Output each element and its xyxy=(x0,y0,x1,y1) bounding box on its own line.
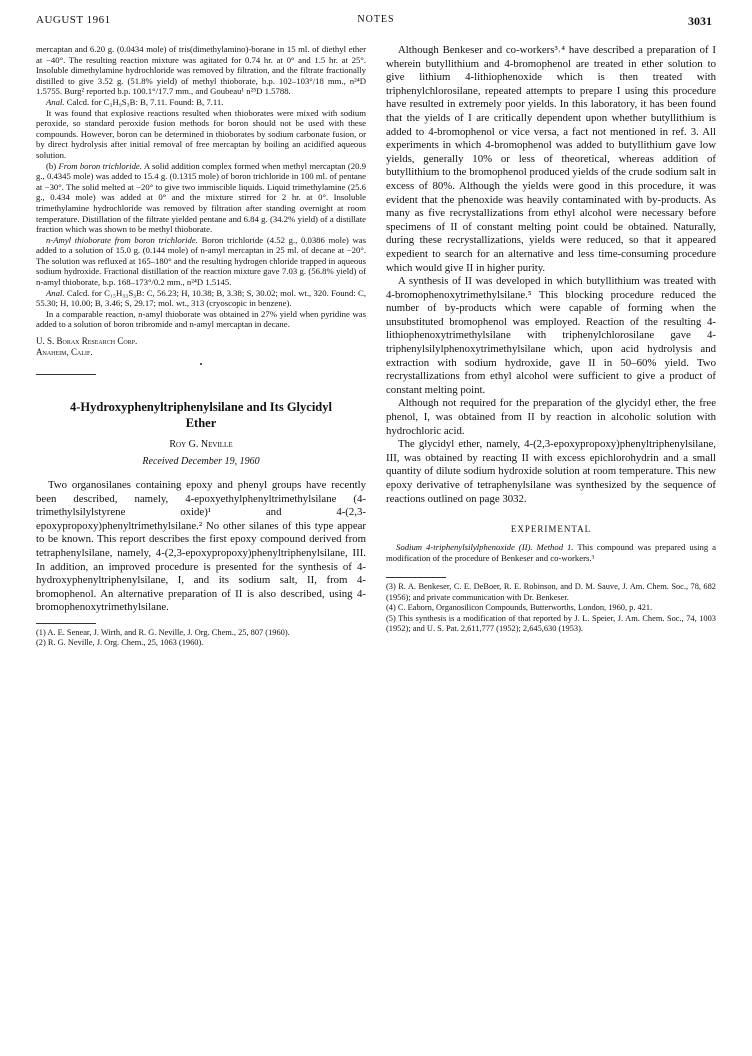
paragraph-benkeser-procedure: Although Benkeser and co-workers³˒⁴ have described a preparation of I wherein butyllithium and 4-bromophenol are treated in ether solution to give lithium 4-lithiophenoxide which is then treated with triphenylchlorosilane, repeated attempts to prepare I using this procedure have resulted in extremely poor yields. In this laboratory, it has been found that the yields of I are critically dependent upon whether butyllithium is added to 4-bromophenol or vice versa, a fact not mentioned in ref. 3. All experiments in which 4-bromophenol was added to butyllithium gave low yields, generally 10% or less of theoretical, whereas addition of butyllithium to the bromophenol produced yields of the crude sodium salt in excess of 80%. Although the yields were good in this procedure, it was evident that the phenoxide was heavily contaminated with by-products. As many as five recrystallizations from ethyl alcohol were necessary before specimens of II of constant melting point could be obtained. Naturally, during these recrystallizations, yields were reduced, so that it appeared expedient to search for an alternative and less time-consuming procedure which would give II in higher purity. xyxy=(386,44,716,274)
section-marker: • xyxy=(199,360,203,370)
paragraph-alternative-synthesis: A synthesis of II was developed in which butyllithium was treated with 4-bromophenoxytrimethylsilane.⁵ This blocking procedure reduced the number of by-products which were capable of forming when the unsubstituted bromophenol was employed. Reaction of the resulting 4-lithiophenoxytrimethylsilane with triphenylchlorosilane gave 4-triphenylsilylphenoxytrimethylsilane which, upon acid hydrolysis and extraction with sodium hydroxide, gave II in 50–60% yield. Two recrystallizations from ethyl alcohol were sufficient to give a product of constant melting point. xyxy=(386,275,716,396)
analysis-label: Anal. xyxy=(46,287,65,298)
subsection-label: From boron trichloride. xyxy=(58,160,142,171)
subsection-text: Boron trichloride (4.52 g., 0.0386 mole) was added to a solution of 15.0 g. (0.144 mole) of n-amyl mercaptan in 25 ml. of decane at −20°. The solution was refluxed at 165–180° and the resulting hydrogen chloride trapped in aqueous sodium hydroxide. Fractional distillation of the reaction mixture gave 7.03 g. (56.8% yield) of n-amyl thioborate, b.p. 168–173°/0.2 mm., n²⁴D 1.5145. xyxy=(36,234,367,288)
subsection-prefix: (b) xyxy=(46,160,57,171)
footnote-2: (2) R. G. Neville, J. Org. Chem., 25, 1063 (1960). xyxy=(36,638,204,648)
experimental-heading: EXPERIMENTAL xyxy=(510,524,592,535)
paragraph-method-1 xyxy=(386,542,716,563)
subsection-label: n-Amyl thioborate from boron trichloride. xyxy=(46,234,198,245)
subsection-text: A solid addition complex formed when methyl mercaptan (20.9 g., 0.4345 mole) was added to 15.4 g. (0.1315 mole) of boron trichloride in 100 ml. of pentane at −30°. The solid melted at −20° to give two immiscible liquids. Liquid trimethylamine (25.6 g., 0.434 mole) was added at 0° and the mixture stirred for 2 hr. at 0°. Insoluble trimethylamine hydrochloride was removed by filtration after standing overnight at room temperature. Distillation of the filtrate yielded pentane and 6.84 g. (34.2% yield) of a distillate fraction which was shown to be methyl thioborate. xyxy=(36,160,366,235)
footnote-5: (5) This synthesis is a modification of that reported by J. L. Speier, J. Am. Chem. Soc., 74, 1003 (1952); and U. S. Pat. 2,611,777 (1952); 2,645,630 (1953). xyxy=(386,613,716,633)
footnote-divider xyxy=(36,623,96,624)
paragraph-analysis-1 xyxy=(36,97,366,108)
paragraph-methyl-thioborate: mercaptan and 6.20 g. (0.0434 mole) of tris(dimethylamino)-borane in 15 ml. of diethyl ether at −40°. The resulting reaction mixture was agitated for 0.74 hr. at 0° and 1.5 hr. at 25°. Insoluble dimethylamine hydrochloride was removed by filtration, and the filtrate fractionally distilled to give 3.52 g. (51.8% yield) of methyl thioborate, b.p. 102–103°/18 mm., n²⁴D 1.5755. Burg² reported b.p. 100.1°/17.7 mm., and Goubeau¹ n²⁵D 1.5788. xyxy=(36,44,366,97)
right-column xyxy=(386,44,716,634)
received-date: Received December 19, 1960 xyxy=(142,456,260,468)
paragraph-peroxide-warning: It was found that explosive reactions resulted when thioborates were mixed with sodium peroxide, so standard peroxide fusion methods for boron should not be used with these compounds. However, boron can be determined in thioborates by sodium carbonate fusion, or by direct hydrolysis after initial removal of free mercaptan by boiling an acidified aqueous solution. xyxy=(36,107,366,160)
running-head-date: AUGUST 1961 xyxy=(36,14,111,26)
affiliation-organization: U. S. Borax Research Corp. xyxy=(36,336,138,347)
article-intro-paragraph: Two organosilanes containing epoxy and phenyl groups have recently been described, namely, 4-epoxyethylphenyltrimethylsilane (4-trimethylsilylstyrene oxide)¹ and 4-(2,3-epoxypropoxy)phenyltrimethylsilane.² No other silanes of this type appear to be known. This report describes the first epoxy compound derived from tetraphenylsilane, namely, 4-(2,3-epoxypropoxy)phenyltriphenylsilane, III. In addition, an improved procedure is presented for the synthesis of 4-hydroxyphenyltriphenylsilane, I, and its sodium salt, II, from 4-bromophenol. An alternative preparation of II is also described, using 4-bromophenoxytrimethylsilane. xyxy=(36,479,366,614)
footnote-divider xyxy=(386,577,446,578)
analysis-label: Anal. xyxy=(46,96,65,107)
page-number: 3031 xyxy=(688,14,712,28)
method-label: Sodium 4-triphenylsilylphenoxide (II). Method 1. xyxy=(396,542,574,553)
paragraph-glycidyl-ether: The glycidyl ether, namely, 4-(2,3-epoxypropoxy)phenyltriphenylsilane, III, was obtained by reacting II with excess epichlorohydrin and a small quantity of dilute sodium hydroxide solution at room temperature. This new epoxy derivative of tetraphenylsilane was synthesized by the sequence of reactions outlined on page 3032. xyxy=(386,438,716,505)
analysis-text: Calcd. for C₁₅H₃₃S₃B: C, 56.23; H, 10.38; B, 3.38; S, 30.02; mol. wt., 320. Found: C, 55.30; H, 10.00; B, 3.46; S, 29.17; mol. wt., 313 (cryoscopic in benzene). xyxy=(36,287,366,309)
paragraph-comparable-reaction: In a comparable reaction, n-amyl thioborate was obtained in 27% yield when pyridine was added to a solution of boron tribromide and n-amyl mercaptan in decane. xyxy=(36,308,366,330)
divider xyxy=(36,374,96,375)
left-column xyxy=(36,44,366,649)
method-text: This compound was prepared using a modification of the procedure of Benkeser and co-workers.³ xyxy=(386,542,717,563)
article-author: Roy G. Neville xyxy=(169,439,233,451)
analysis-text: Calcd. for C₃H₉S₃B: B, 7.11. Found: B, 7.11. xyxy=(66,96,224,107)
footnote-1: (1) A. E. Senear, J. Wirth, and R. G. Neville, J. Org. Chem., 25, 807 (1960). xyxy=(36,627,290,637)
paragraph-analysis-2 xyxy=(36,288,366,309)
footnote-3: (3) R. A. Benkeser, C. E. DeBoer, R. E. Robinson, and D. M. Sauve, J. Am. Chem. Soc., 78, 682 (1956); and private communication with Dr. Benkeser. xyxy=(386,582,716,602)
running-head-section: NOTES xyxy=(357,14,395,25)
affiliation-location: Anaheim, Calif. xyxy=(36,347,93,358)
footnote-4: (4) C. Eaborn, Organosilicon Compounds, Butterworths, London, 1960, p. 421. xyxy=(386,603,653,613)
paragraph-free-phenol: Although not required for the preparation of the glycidyl ether, the free phenol, I, was obtained from II by reaction in alcoholic solution with hydrochloric acid. xyxy=(386,397,716,437)
paragraph-amyl-thioborate xyxy=(36,235,366,288)
article-title: 4-Hydroxyphenyltriphenylsilane and Its Glycidyl Ether xyxy=(70,400,332,431)
paragraph-boron-trichloride xyxy=(36,161,366,235)
